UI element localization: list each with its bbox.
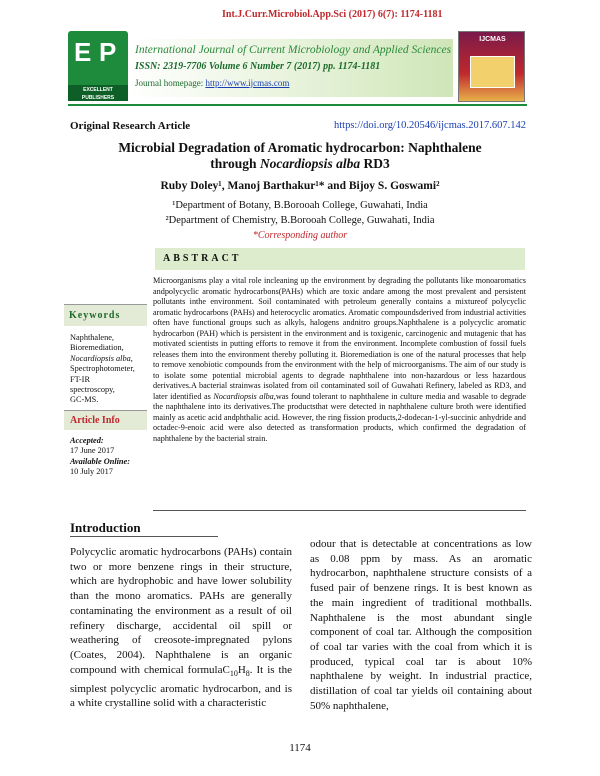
article-sidebar [64,304,147,481]
online-date: 10 July 2017 [70,467,113,477]
abstract-part-a: Microorganisms play a vital role incleaning up the environment by degrading the pollutants like monoaromatics andpolycyclic aromatic hydrocarbons(PAHs) which are toxic andare among the most prevalent and persistent pollutants inthe environment. Soil contaminated with petroleum generally contains a mixtureof polycyclic aromatic hydrocarbons (PAHs) and heterocyclic aromatics. Aromatic compoundsderived from industrial activities often have functional groups such as alkyls, halogens andnitro groups.Naphthalene is a polycyclic aromatic hydrocarbon (PAH) which is persistent in the environment and is toxigenic, carcinogenic and mutagenic that has motivated scientists in putting efforts to remove it from the environment. Incomplete combustion of fossil fuels releases them into the environment thereby polluting it. Bioremediation is one of the natural processes that help to remove xenobiotic compounds from the environment with the help of microorganisms. The aim of our study is to isolate some potential microbial agents to degrade naphthalene into non-hazardous or less hazardous derivatives.A bacterial strainwas isolated from oil contaminated soil of Guwahati Refinery, labeled as RD3, and later identified as [153,276,526,401]
introduction-heading: Introduction [70,520,141,535]
abstract-text [153,276,526,444]
keyword: FT-IR [70,374,90,384]
online-label: Available Online: [70,456,130,466]
cover-title: IJCMAS [479,36,506,43]
logo-letter-e: E [74,37,92,67]
keyword: GC-MS. [70,395,99,405]
header-divider [68,104,527,106]
affiliation-2: ²Department of Chemistry, B.Borooah College, Guwahati, India [165,215,435,226]
title-line-1: Microbial Degradation of Aromatic hydrocarbon: Naphthalene [118,140,482,155]
keyword: Spectrophotometer, [70,364,135,374]
abstract-species: Nocardiopsis alba [213,391,274,401]
running-citation: Int.J.Curr.Microbiol.App.Sci (2017) 6(7): 1174-1181 [222,9,443,20]
title-line-2-post: RD3 [360,156,390,171]
keyword-comma: , [130,353,133,363]
page-number: 1174 [289,742,311,754]
journal-homepage [135,78,289,88]
homepage-label: Journal homepage: [135,78,206,88]
publisher-logo [68,31,128,101]
accepted-date: 17 June 2017 [70,446,115,456]
keyword: Bioremediation, [70,343,124,353]
author-list: Ruby Doley¹, Manoj Barthakur¹* and Bijoy S. Goswami² [160,180,440,192]
keyword: Naphthalene, [70,333,115,342]
article-info-heading: Article Info [64,410,147,430]
homepage-link[interactable]: http://www.ijcmas.com [205,78,290,88]
abstract-part-b: ,was found tolerant to naphthalene in culture media and wasable to degrade the naphthalene into its derivatives.The productsthat were detected in naphthalene culture broth were identified mainly as acetic acid andphthalic acid. However, the ring fission products,2-dodecan-1-yl-succinic anhydride and octadec-9-enoic acid were also detected as transformation products, which confirmed the degradation of naphthalene by the bacterial strain. [153,391,526,443]
intro-left-part-b: . It is the simplest polycyclic aromatic hydrocarbon, and is a white crystalline solid with a characteristic [70,663,292,710]
title-line-2-pre: through [210,156,260,171]
intro-column-right: odour that is detectable at concentrations as low as 0.08 ppm by mass. As an aromatic hydrocarbon, naphthalene structure consists of a fused pair of benzene rings. It is best known as the main ingredient of traditional mothballs. Naphthalene is the most abundant single component of coal tar. Although the composition of coal tar varies with the coal from which it is produced, typical coal tar is about 10% naphthalene by weight. In industrial practice, distillation of coal tar yields oil containing about 50% naphthalene, [310,538,532,712]
formula-h: H [237,663,246,676]
abstract-divider [153,510,526,511]
affiliation-1: ¹Department of Botany, B.Borooah College, Guwahati, India [172,200,428,211]
journal-title: International Journal of Current Microbiology and Applied Sciences [135,44,452,56]
accepted-label: Accepted: [70,435,104,445]
abstract-heading: ABSTRACT [155,248,525,270]
title-line-2 [70,156,530,172]
introduction-underline [70,536,218,537]
keyword: spectroscopy, [70,385,115,395]
logo-letter-p: P [99,37,117,67]
doi-link[interactable]: https://doi.org/10.20546/ijcmas.2017.607.142 [333,120,526,131]
issn-line: ISSN: 2319-7706 Volume 6 Number 7 (2017) pp. 1174-1181 [135,61,381,72]
formula-subscript-h: 8 [245,668,250,678]
article-type: Original Research Article [70,120,191,132]
title-species: Nocardiopsis alba [259,156,361,171]
journal-cover-image [458,31,525,102]
formula-subscript-c: 10 [229,668,238,678]
intro-left-part-a: Polycyclic aromatic hydrocarbons (PAHs) contain two or more benzene rings in their structure, which are hydrophobic and have lower solubility than the mono aromatics. PAHs are generally contaminating the environment as a result of oil refinery discharge, accidental oil spill or weathering of creosote-impregnated pylons (Coates, 2004). Naphthalene is an organic compound with chemical formulaC [70,546,292,676]
article-title [70,140,530,172]
keyword-species: Nocardiopsis alba [70,353,131,363]
keywords-heading: Keywords [64,304,147,326]
logo-band-text: EXCELLENT PUBLISHERS [68,85,128,101]
journal-banner [130,39,453,97]
intro-column-left [70,545,292,711]
keyword [70,354,143,364]
corresponding-author: *Corresponding author [252,230,348,241]
cover-graphic [470,56,515,88]
keywords-list [64,326,147,410]
article-dates [64,430,147,482]
